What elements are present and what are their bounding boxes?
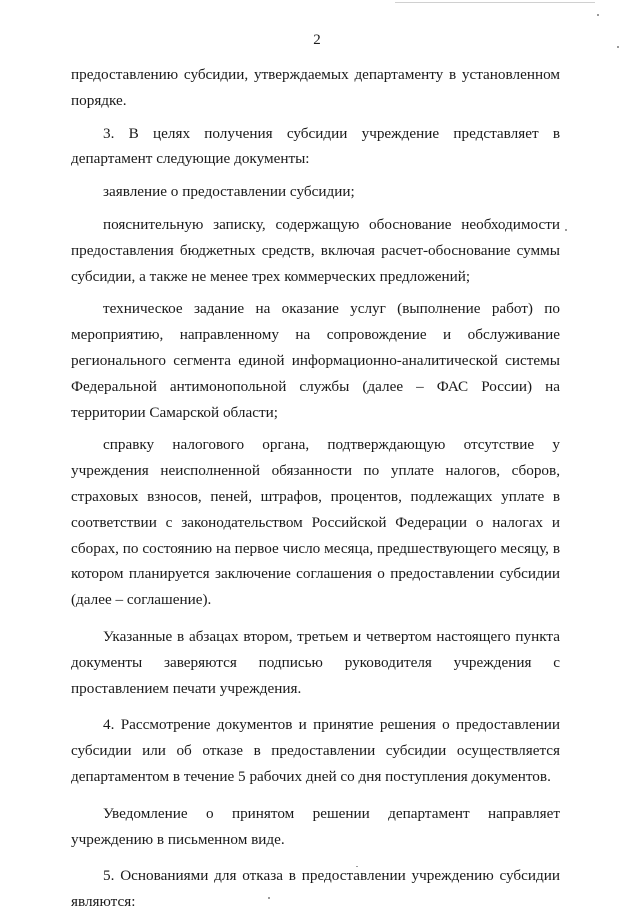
paragraph-explanatory-note: пояснительную записку, содержащую обоснование необходимости предоставления бюджетных средств, включая расчет-обоснование суммы субсидии, а также не менее трех коммерческих предложений; [71, 215, 560, 285]
scan-artifact [356, 866, 358, 867]
paragraph-continuation: предоставлению субсидии, утверждаемых департаменту в установленном порядке. [71, 66, 560, 109]
paragraph-item-5: 5. Основаниями для отказа в предоставлении учреждению субсидии являются: [71, 867, 560, 911]
document-body [71, 62, 560, 915]
paragraph-application: заявление о предоставлении субсидии; [103, 183, 355, 201]
paragraph-technical-task: техническое задание на оказание услуг (выполнение работ) по мероприятию, направленному на сопровождение и обслуживание регионального сегмента единой информационно-аналитической системы Федеральной антимонопольной службы (далее – ФАС России) на территории Самарской области; [71, 300, 560, 421]
scan-artifact [395, 2, 595, 3]
scan-artifact [268, 897, 270, 899]
scan-artifact [617, 46, 619, 48]
paragraph-item-4: 4. Рассмотрение документов и принятие решения о предоставлении субсидии или об отказе в предоставлении субсидии осуществляется департаментом в течение 5 рабочих дней со дня поступления документов. [71, 716, 560, 785]
page-number: 2 [313, 32, 321, 48]
scan-artifact [565, 229, 567, 231]
paragraph-tax-certificate: справку налогового органа, подтверждающую отсутствие у учреждения неисполненной обязанности по уплате налогов, сборов, страховых взносов, пеней, штрафов, процентов, подлежащих уплате в соответствии с законодательством Российской Федерации о налогах и сборах, по состоянию на первое число месяца, предшествующего месяцу, в котором планируется заключение соглашения о предоставлении субсидии (далее – соглашение). [71, 436, 560, 609]
paragraph-item-3: 3. В целях получения субсидии учреждение представляет в департамент следующие документы: [71, 124, 560, 168]
paragraph-certification: Указанные в абзацах втором, третьем и четвертом настоящего пункта документы заверяются подписью руководителя учреждения с проставлением печати учреждения. [71, 627, 560, 697]
paragraph-notification: Уведомление о принятом решении департамент направляет учреждению в письменном виде. [71, 804, 560, 848]
scan-artifact [597, 14, 599, 16]
